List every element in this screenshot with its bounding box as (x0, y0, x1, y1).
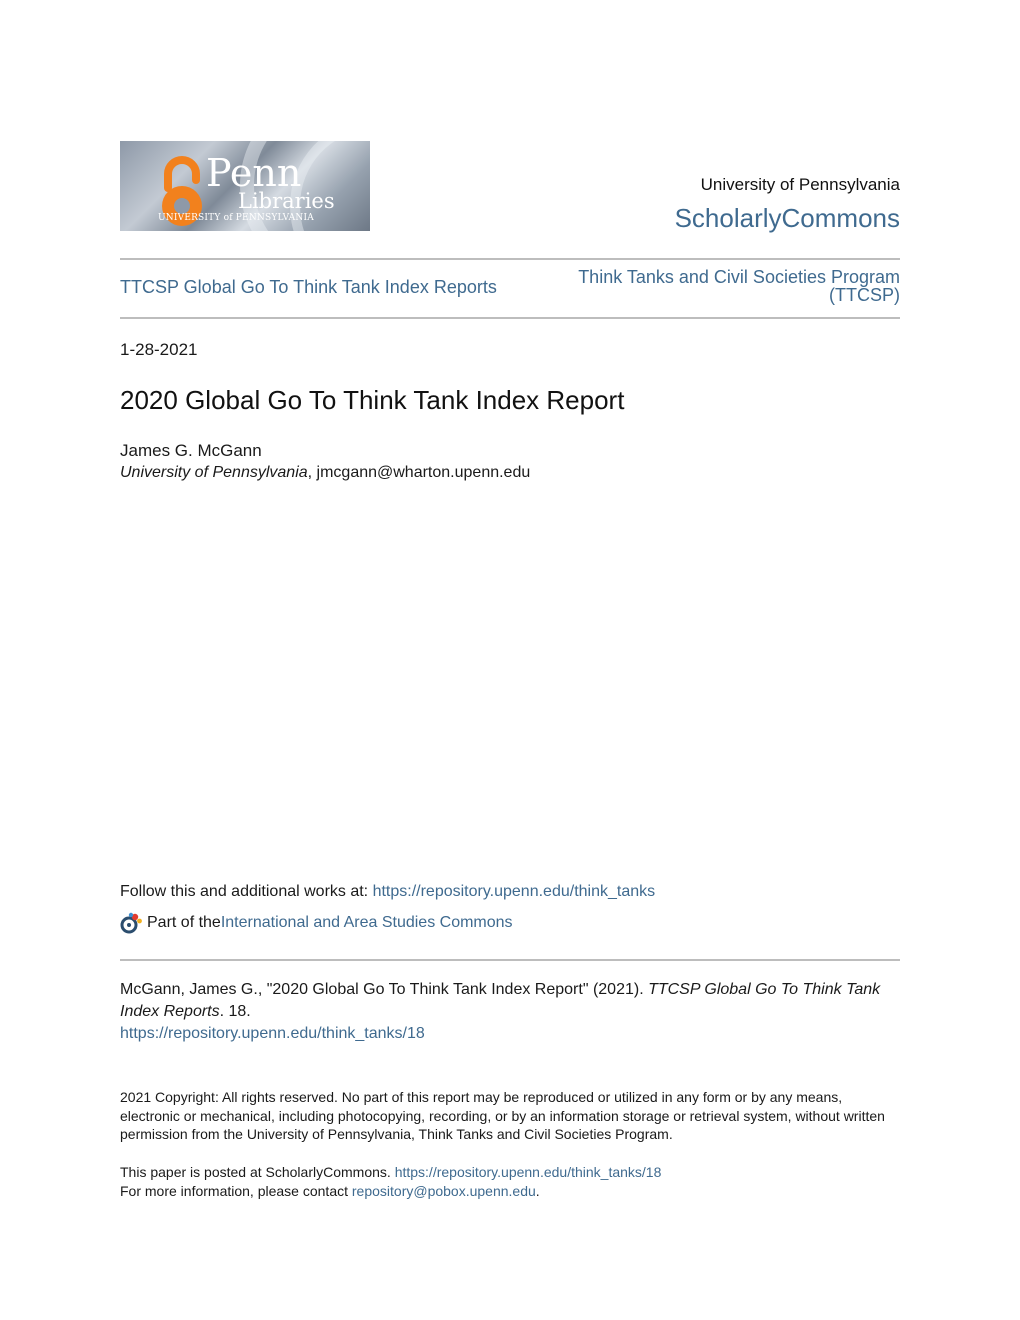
scholarlycommons-link[interactable]: ScholarlyCommons (674, 203, 900, 233)
follow-url-link[interactable]: https://repository.upenn.edu/think_tanks (372, 883, 656, 900)
publication-date: 1-28-2021 (120, 340, 198, 359)
author-affiliation-line (120, 464, 530, 482)
posted-notice (120, 1163, 661, 1200)
part-of-line (120, 912, 513, 934)
series-link[interactable]: TTCSP Global Go To Think Tank Index Reports (120, 277, 497, 297)
citation-series: TTCSP Global Go To Think Tank Index Reports (120, 981, 881, 1020)
university-name: University of Pennsylvania (700, 175, 900, 194)
citation-text: McGann, James G., "2020 Global Go To Think Tank Index Report" (2021). (120, 981, 649, 998)
contact-label: For more information, please contact (120, 1182, 352, 1199)
contact-email-link[interactable]: repository@pobox.upenn.edu (351, 1182, 536, 1199)
breadcrumb-divider (120, 317, 900, 319)
citation-number: . 18. (219, 1003, 251, 1020)
commons-link[interactable]: International and Area Studies Commons (220, 914, 513, 931)
part-of-label: Part of the (147, 914, 221, 931)
author-email: jmcgann@wharton.upenn.edu (316, 464, 531, 481)
contact-end: . (535, 1182, 540, 1199)
contact-line (120, 1182, 661, 1201)
author-name: James G. McGann (120, 441, 262, 460)
posted-label: This paper is posted at ScholarlyCommons. (120, 1164, 395, 1180)
logo-word-penn: Penn (206, 151, 302, 195)
recommended-citation (120, 979, 900, 1023)
affiliation: University of Pennsylvania (120, 464, 308, 481)
follow-line (120, 883, 655, 901)
penn-libraries-logo[interactable] (120, 141, 370, 231)
citation-url-link[interactable]: https://repository.upenn.edu/think_tanks/18 (120, 1025, 425, 1042)
program-link[interactable]: Think Tanks and Civil Societies Program (TTCSP) (578, 267, 900, 305)
copyright-notice: 2021 Copyright: All rights reserved. No part of this report may be reproduced or utilized in any form or by any means, electronic or mechanical, including photocopying, recording, or by an information storage or retrieval system, without written permission from the University of Pennsylvania, Think Tanks and Civil Societies Program. (120, 1089, 885, 1142)
affiliation-separator: , (307, 464, 317, 481)
follow-label: Follow this and additional works at: (120, 883, 373, 900)
logo-university-line: UNIVERSITY of PENNSYLVANIA (158, 213, 314, 223)
top-divider (120, 258, 900, 260)
document-title: 2020 Global Go To Think Tank Index Report (120, 385, 625, 415)
network-icon (120, 912, 142, 934)
posted-url-link[interactable]: https://repository.upenn.edu/think_tanks/18 (394, 1164, 662, 1180)
posted-line (120, 1163, 661, 1182)
logo-word-libraries: Libraries (238, 189, 335, 213)
citation-divider (120, 959, 900, 961)
